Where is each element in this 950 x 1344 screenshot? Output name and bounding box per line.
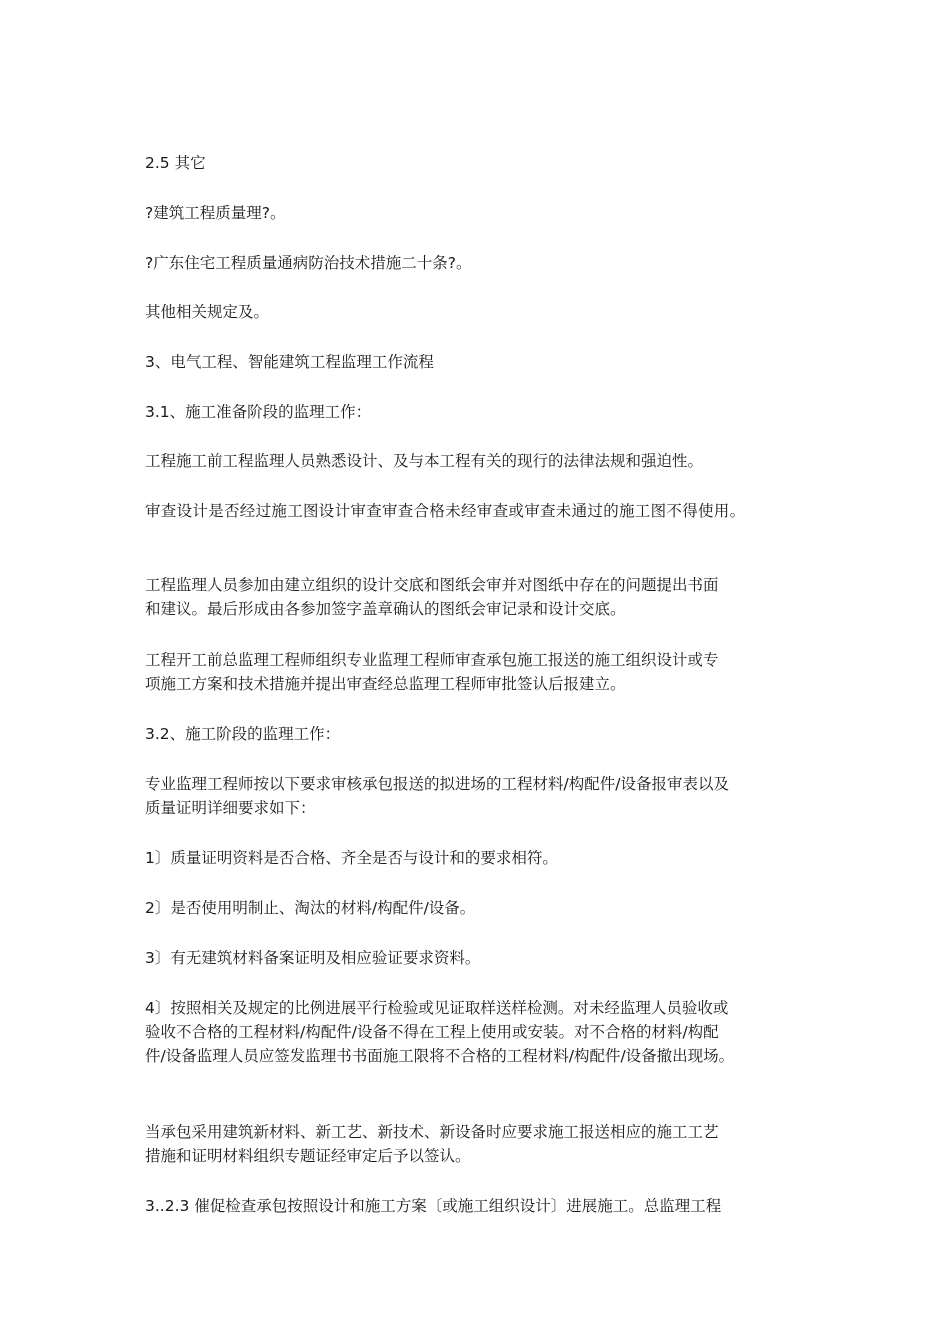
text-line: 3..2.3 催促检查承包按照设计和施工方案〔或施工组织设计〕进展施工。总监理工程 (145, 1197, 722, 1215)
text-line: 审查设计是否经过施工图设计审查审查合格未经审查或审查未通过的施工图不得使用。 (145, 502, 746, 520)
text-line: 工程监理人员参加由建立组织的设计交底和图纸会审并对图纸中存在的问题提出书面 (145, 576, 719, 594)
text-line: 措施和证明材料组织专题证经审定后予以签认。 (145, 1147, 471, 1165)
paragraph (145, 499, 820, 523)
list-item (145, 846, 820, 870)
text-line: 3、电气工程、智能建筑工程监理工作流程 (145, 353, 434, 371)
paragraph (145, 1194, 820, 1218)
text-line: 验收不合格的工程材料/构配件/设备不得在工程上使用或安装。对不合格的材料/构配 (145, 1023, 719, 1041)
text-line: 工程开工前总监理工程师组织专业监理工程师审查承包施工报送的施工组织设计或专 (145, 651, 719, 669)
text-line: 2〕是否使用明制止、淘汰的材料/构配件/设备。 (145, 899, 476, 917)
text-line: 和建议。最后形成由各参加签字盖章确认的图纸会审记录和设计交底。 (145, 600, 626, 618)
text-line: 工程施工前工程监理人员熟悉设计、及与本工程有关的现行的法律法规和强迫性。 (145, 452, 704, 470)
text-line: 2.5 其它 (145, 154, 206, 172)
paragraph (145, 648, 820, 696)
text-line: ?建筑工程质量理?。 (145, 204, 286, 222)
paragraph (145, 300, 820, 324)
text-line: 4〕按照相关及规定的比例进展平行检验或见证取样送样检测。对未经监理人员验收或 (145, 999, 729, 1017)
text-line: 3.1、施工准备阶段的监理工作： (145, 403, 372, 421)
text-line: 件/设备监理人员应签发监理书书面施工限将不合格的工程材料/构配件/设备撤出现场。 (145, 1047, 735, 1065)
list-item (145, 946, 820, 970)
paragraph (145, 573, 820, 621)
list-item (145, 896, 820, 920)
heading-2-5 (145, 151, 820, 175)
list-item (145, 996, 820, 1068)
text-line: 项施工方案和技术措施并提出审查经总监理工程师审批签认后报建立。 (145, 675, 626, 693)
text-line: ?广东住宅工程质量通病防治技术措施二十条?。 (145, 254, 472, 272)
paragraph (145, 201, 820, 225)
section-heading-3-1 (145, 400, 820, 424)
text-line: 1〕质量证明资料是否合格、齐全是否与设计和的要求相符。 (145, 849, 558, 867)
paragraph (145, 251, 820, 275)
text-line: 3〕有无建筑材料备案证明及相应验证要求资料。 (145, 949, 481, 967)
text-line: 其他相关规定及。 (145, 303, 270, 321)
text-line: 当承包采用建筑新材料、新工艺、新技术、新设备时应要求施工报送相应的施工工艺 (145, 1123, 719, 1141)
section-heading-3 (145, 350, 820, 374)
section-heading-3-2 (145, 722, 820, 746)
paragraph (145, 449, 820, 473)
paragraph (145, 772, 820, 820)
text-line: 专业监理工程师按以下要求审核承包报送的拟进场的工程材料/构配件/设备报审表以及 (145, 775, 729, 793)
text-line: 3.2、施工阶段的监理工作： (145, 725, 341, 743)
paragraph (145, 1120, 820, 1168)
text-line: 质量证明详细要求如下： (145, 799, 316, 817)
